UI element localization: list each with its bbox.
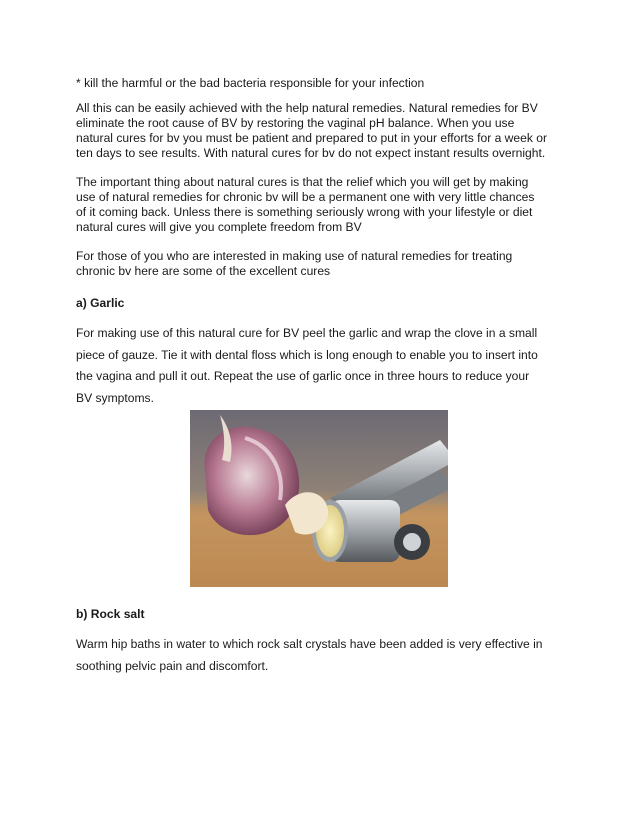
text-line: piece of gauze. Tie it with dental floss which is long enough to enable you to insert into: [76, 347, 538, 362]
bullet-line: * kill the harmful or the bad bacteria responsible for your infection: [76, 76, 425, 90]
text-line: use of natural remedies for chronic bv will be a permanent one with very little chances: [76, 190, 535, 204]
paragraph-intro-cures: [76, 249, 566, 279]
paragraph-remedies: [76, 101, 566, 161]
heading-rock-salt: b) Rock salt: [76, 607, 145, 621]
text-line: BV symptoms.: [76, 390, 154, 405]
text-line: The important thing about natural cures is that the relief which you will get by making: [76, 175, 529, 189]
garlic-press-photo: [190, 410, 448, 587]
text-line: Warm hip baths in water to which rock salt crystals have been added is very effective in: [76, 637, 543, 651]
text-line: eliminate the root cause of BV by restoring the vaginal pH balance. When you use: [76, 116, 515, 130]
text-line: ten days to see results. With natural cures for bv do not expect instant results overnight.: [76, 146, 546, 160]
text-line: chronic bv here are some of the excellent cures: [76, 264, 331, 278]
text-line: All this can be easily achieved with the help natural remedies. Natural remedies for BV: [76, 101, 538, 115]
text-line: the vagina and pull it out. Repeat the use of garlic once in three hours to reduce your: [76, 369, 530, 383]
text-line: soothing pelvic pain and discomfort.: [76, 658, 269, 673]
text-line: of it coming back. Unless there is something seriously wrong with your lifestyle or diet: [76, 205, 533, 219]
paragraph-rock-salt: [76, 634, 566, 677]
paragraph-important: [76, 175, 566, 235]
text-line: natural cures for bv you must be patient and prepared to put in your efforts for a week or: [76, 131, 548, 145]
heading-garlic: a) Garlic: [76, 296, 125, 310]
text-line: natural cures will give you complete freedom from BV: [76, 220, 362, 234]
text-line: For making use of this natural cure for BV peel the garlic and wrap the clove in a small: [76, 326, 538, 340]
paragraph-garlic: [76, 323, 566, 409]
text-line: For those of you who are interested in making use of natural remedies for treating: [76, 249, 513, 263]
